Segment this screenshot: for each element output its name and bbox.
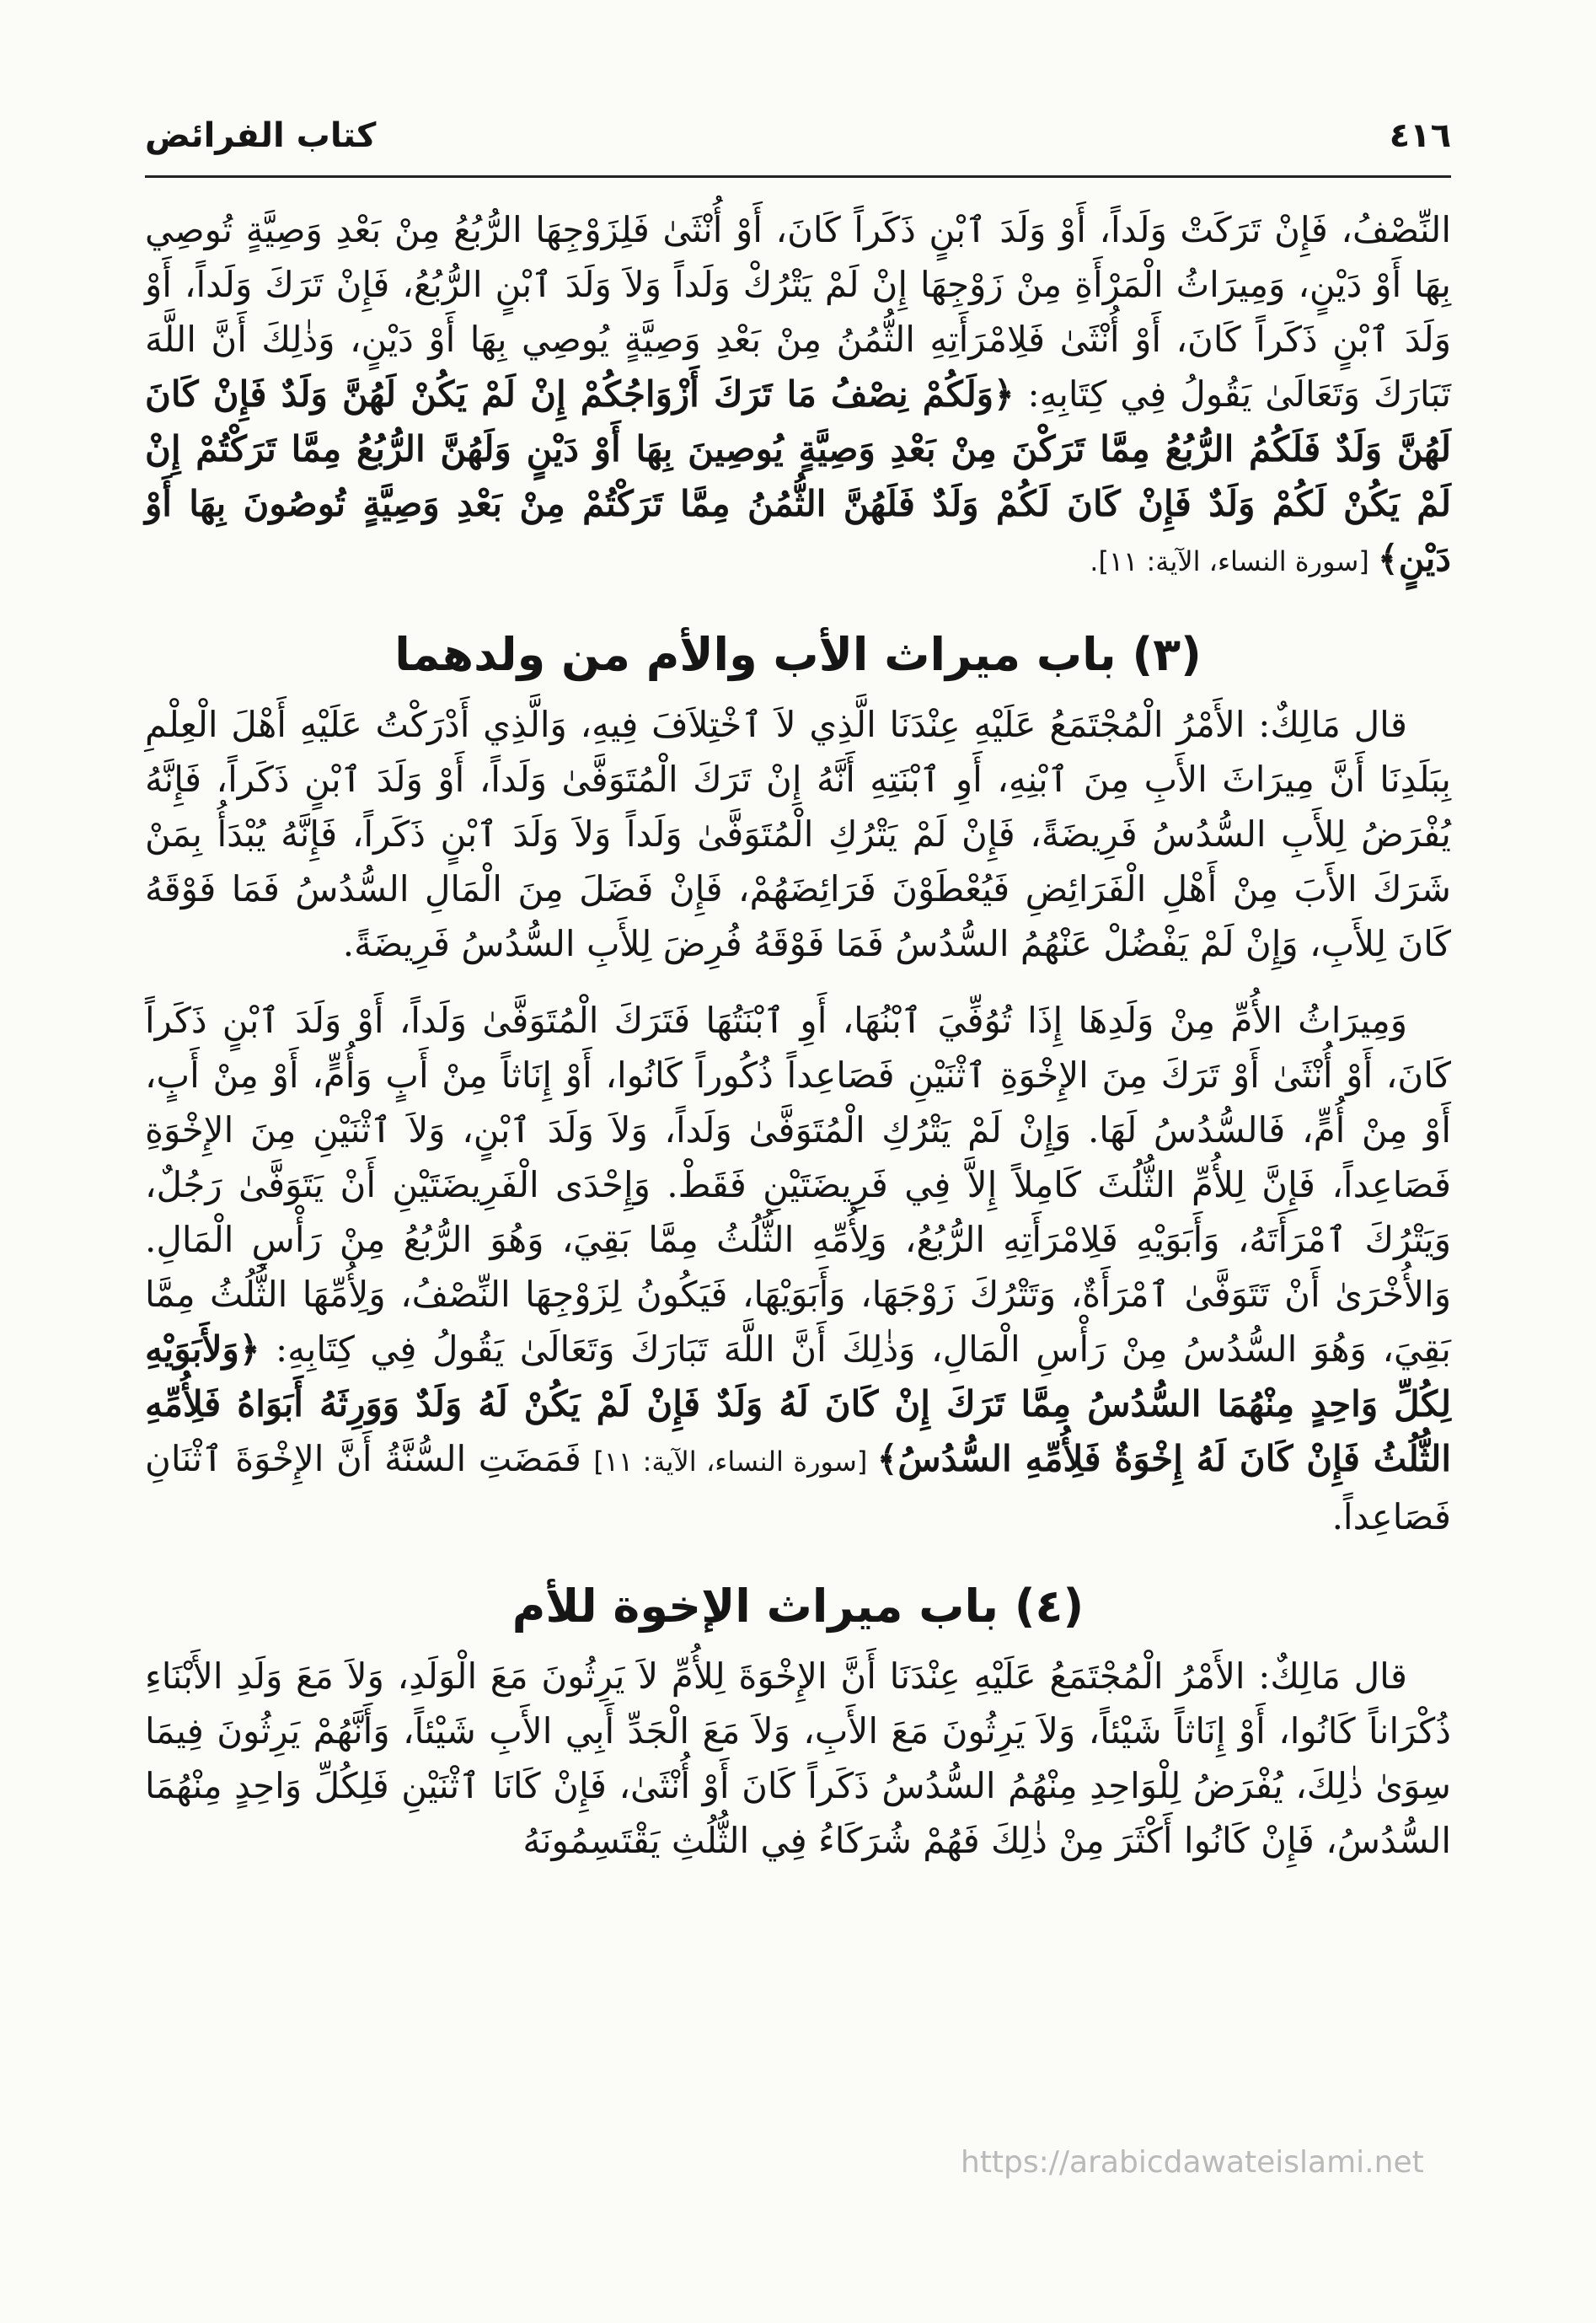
- page-number: ٤١٦: [1389, 116, 1451, 155]
- continuation-text: النِّصْفُ، فَإِنْ تَرَكَتْ وَلَداً، أَوْ وَلَدَ ٱبْنٍ ذَكَراً كَانَ، أَوْ أُنْثَىٰ فَلِزَوْجِهَا الرُّبُعُ مِنْ بَعْدِ وَصِيَّةٍ تُوصِي بِهَا أَوْ دَيْنٍ، وَمِيرَاثُ الْمَرْأَةِ مِنْ زَوْجِهَا إِنْ لَمْ يَتْرُكْ وَلَداً وَلاَ وَلَدَ ٱبْنٍ الرُّبُعُ، فَإِنْ تَرَكَ وَلَداً، أَوْ وَلَدَ ٱبْنٍ ذَكَراً كَانَ، أَوْ أُنْثَىٰ فَلِامْرَأَتِهِ الثُّمُنُ مِنْ بَعْدِ وَصِيَّةٍ يُوصِي بِهَا أَوْ دَيْنٍ، وَذٰلِكَ أَنَّ اللَّهَ تَبَارَكَ وَتَعَالَىٰ يَقُولُ فِي كِتَابِهِ:: [145, 209, 1452, 415]
- watermark-url: https://arabicdawateislami.net: [961, 2145, 1424, 2180]
- section-3-paragraph-1: قال مَالِكٌ: الأَمْرُ الْمُجْتَمَعُ عَلَيْهِ عِنْدَنَا الَّذِي لاَ ٱخْتِلاَفَ فِيهِ، وَالَّذِي أَدْرَكْتُ عَلَيْهِ أَهْلَ الْعِلْمِ بِبَلَدِنَا أَنَّ مِيرَاثَ الأَبِ مِنَ ٱبْنِهِ، أَوِ ٱبْنَتِهِ أَنَّهُ إِنْ تَرَكَ الْمُتَوَفَّىٰ وَلَداً، أَوْ وَلَدَ ٱبْنٍ ذَكَراً، فَإِنَّهُ يُفْرَضُ لِلأَبِ السُّدُسُ فَرِيضَةً، فَإِنْ لَمْ يَتْرُكِ الْمُتَوَفَّىٰ وَلَداً وَلاَ وَلَدَ ٱبْنٍ ذَكَراً، فَإِنَّهُ يُبْدَأُ بِمَنْ شَرَكَ الأَبَ مِنْ أَهْلِ الْفَرَائِضِ فَيُعْطَوْنَ فَرَائِضَهُمْ، فَإِنْ فَضَلَ مِنَ الْمَالِ السُّدُسُ فَمَا فَوْقَهُ كَانَ لِلأَبِ، وَإِنْ لَمْ يَفْضُلْ عَنْهُمُ السُّدُسُ فَمَا فَوْقَهُ فُرِضَ لِلأَبِ السُّدُسُ فَرِيضَةً.: [145, 704, 1451, 964]
- quran-verse: ﴿وَلأَبَوَيْهِ لِكُلِّ وَاحِدٍ مِنْهُمَا السُّدُسُ مِمَّا تَرَكَ إِنْ كَانَ لَهُ وَلَدٌ فَإِنْ لَمْ يَكُنْ لَهُ وَلَدٌ وَوَرِثَهُ أَبَوَاهُ فَلِأُمِّهِ الثُّلُثُ فَإِنْ كَانَ لَهُ إِخْوَةٌ فَلِأُمِّهِ السُّدُسُ﴾: [145, 1328, 1452, 1479]
- quran-verse: ﴿وَلَكُمْ نِصْفُ مَا تَرَكَ أَزْوَاجُكُمْ إِنْ لَمْ يَكُنْ لَهُنَّ وَلَدٌ فَإِنْ كَانَ لَهُنَّ وَلَدٌ فَلَكُمُ الرُّبُعُ مِمَّا تَرَكْنَ مِنْ بَعْدِ وَصِيَّةٍ يُوصِينَ بِهَا أَوْ دَيْنٍ وَلَهُنَّ الرُّبُعُ مِمَّا تَرَكْتُمْ إِنْ لَمْ يَكُنْ لَكُمْ وَلَدٌ فَإِنْ كَانَ لَكُمْ وَلَدٌ فَلَهُنَّ الثُّمُنُ مِمَّا تَرَكْتُمْ مِنْ بَعْدِ وَصِيَّةٍ تُوصُونَ بِهَا أَوْ دَيْنٍ﴾: [145, 373, 1451, 579]
- section-2-continuation: [145, 202, 1451, 589]
- section-3-paragraph-2: [145, 993, 1451, 1544]
- section-4-heading: (٤) باب ميراث الإخوة للأم: [511, 1580, 1085, 1633]
- section-3-heading: (٣) باب ميراث الأب والأم من ولدهما: [394, 628, 1202, 681]
- page-body: [145, 202, 1451, 1868]
- paragraph-text: وَمِيرَاثُ الأُمِّ مِنْ وَلَدِهَا إِذَا تُوُفِّيَ ٱبْنُهَا، أَوِ ٱبْنَتُهَا فَتَرَكَ الْمُتَوَفَّىٰ وَلَداً، أَوْ وَلَدَ ٱبْنٍ ذَكَراً كَانَ، أَوْ أُنْثَىٰ أَوْ تَرَكَ مِنَ الإِخْوَةِ ٱثْنَيْنِ فَصَاعِداً ذُكُوراً كَانُوا، أَوْ إِنَاثاً مِنْ أَبٍ وَأُمٍّ، أَوْ مِنْ أَبٍ، أَوْ مِنْ أُمٍّ، فَالسُّدُسُ لَهَا. وَإِنْ لَمْ يَتْرُكِ الْمُتَوَفَّىٰ وَلَداً، وَلاَ وَلَدَ ٱبْنٍ، وَلاَ ٱثْنَيْنِ مِنَ الإِخْوَةِ فَصَاعِداً، فَإِنَّ لِلأُمِّ الثُّلُثَ كَامِلاً إِلاَّ فِي فَرِيضَتَيْنِ فَقَطْ. وَإِحْدَى الْفَرِيضَتَيْنِ أَنْ يَتَوَفَّىٰ رَجُلٌ، وَيَتْرُكَ ٱمْرَأَتَهُ، وَأَبَوَيْهِ فَلِامْرَأَتِهِ الرُّبُعُ، وَلِأُمِّهِ الثُّلُثُ مِمَّا بَقِيَ، وَهُوَ الرُّبُعُ مِنْ رَأْسِ الْمَالِ. وَالأُخْرَىٰ أَنْ تَتَوَفَّىٰ ٱمْرَأَةٌ، وَتَتْرُكَ زَوْجَهَا، وَأَبَوَيْهَا، فَيَكُونُ لِزَوْجِهَا النِّصْفُ، وَلِأُمِّهَا الثُّلُثُ مِمَّا بَقِيَ، وَهُوَ السُّدُسُ مِنْ رَأْسِ الْمَالِ، وَذٰلِكَ أَنَّ اللَّهَ تَبَارَكَ وَتَعَالَىٰ يَقُولُ فِي كِتَابِهِ:: [145, 1000, 1451, 1370]
- verse-citation: [سورة النساء، الآية: ١١].: [1090, 545, 1379, 577]
- page-header: [145, 116, 1451, 167]
- header-rule: [145, 175, 1451, 178]
- verse-citation: [سورة النساء، الآية: ١١]: [593, 1446, 877, 1478]
- running-title: كتاب الفرائض: [145, 116, 377, 155]
- section-4-paragraph-1: قال مَالِكٌ: الأَمْرُ الْمُجْتَمَعُ عَلَيْهِ عِنْدَنَا أَنَّ الإِخْوَةَ لِلأُمِّ لاَ يَرِثُونَ مَعَ الْوَلَدِ، وَلاَ مَعَ وَلَدِ الأَبْنَاءِ ذُكْرَاناً كَانُوا، أَوْ إِنَاثاً شَيْئاً، وَلاَ يَرِثُونَ مَعَ الأَبِ، وَلاَ مَعَ الْجَدِّ أَبِي الأَبِ شَيْئاً، وَأَنَّهُمْ يَرِثُونَ فِيمَا سِوَىٰ ذٰلِكَ، يُفْرَضُ لِلْوَاحِدِ مِنْهُمُ السُّدُسُ ذَكَراً كَانَ أَوْ أُنْثَىٰ، فَإِنْ كَانَا ٱثْنَيْنِ فَلِكُلِّ وَاحِدٍ مِنْهُمَا السُّدُسُ، فَإِنْ كَانُوا أَكْثَرَ مِنْ ذٰلِكَ فَهُمْ شُرَكَاءُ فِي الثُّلُثِ يَقْتَسِمُونَهُ: [145, 1655, 1451, 1861]
- paragraph-text-end: فَمَضَتِ السُّنَّةُ أَنَّ الإِخْوَةَ ٱثْنَانِ فَصَاعِداً.: [145, 1438, 1451, 1537]
